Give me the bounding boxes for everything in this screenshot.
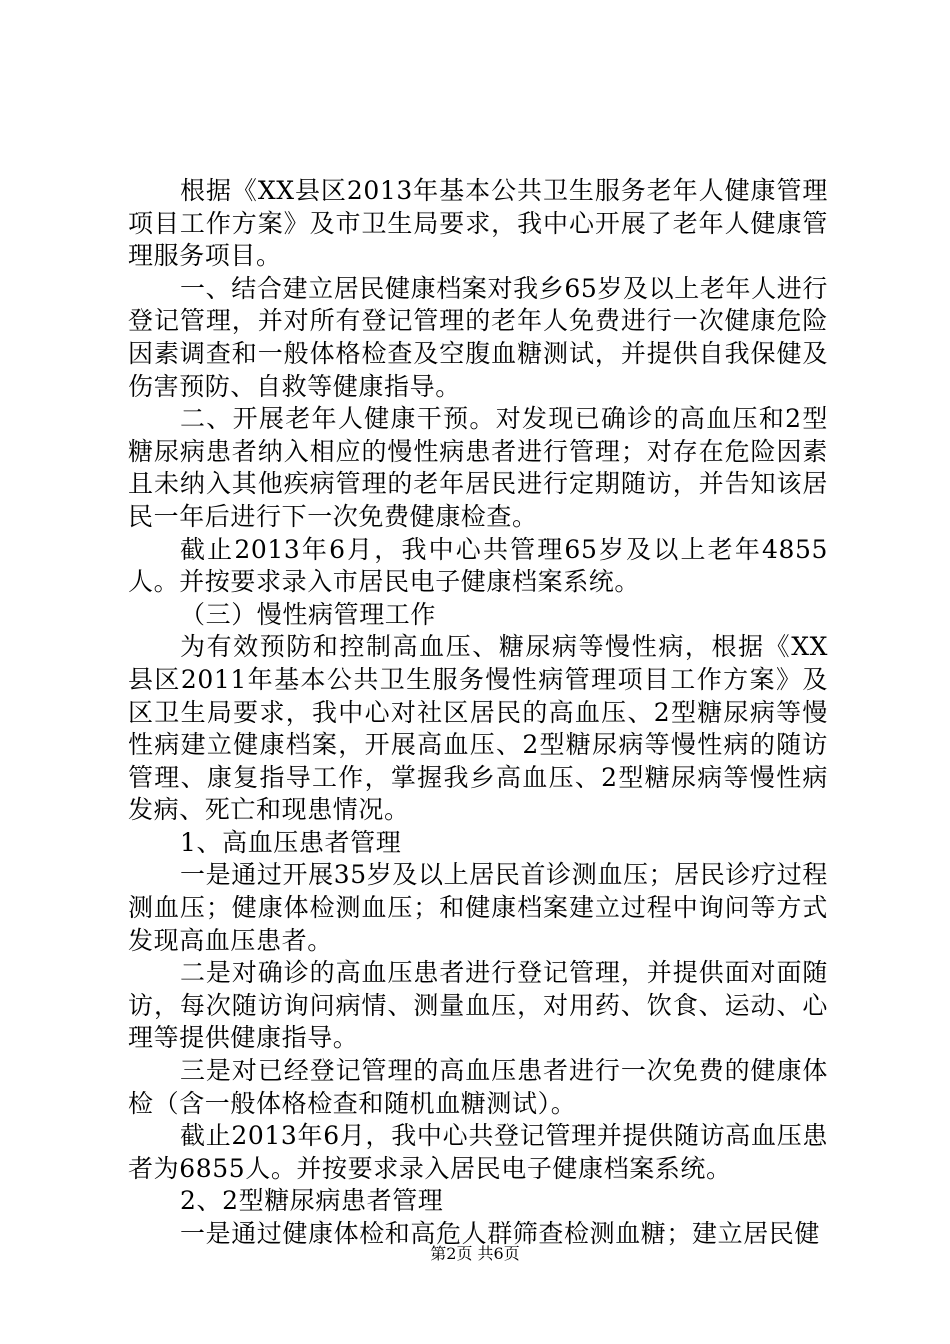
paragraph-hypertension-total: 截止2013年6月，我中心共登记管理并提供随访高血压患者为6855人。并按要求录入居民电子健康档案系统。 (128, 1121, 828, 1183)
paragraph-elderly-total: 截止2013年6月，我中心共管理65岁及以上老年4855人。并按要求录入市居民电子健康档案系统。 (128, 534, 828, 597)
paragraph-hypertension-two: 二是对确诊的高血压患者进行登记管理，并提供面对面随访，每次随访询问病情、测量血压，对用药、饮食、运动、心理等提供健康指导。 (128, 958, 828, 1053)
paragraph-item-one: 一、结合建立居民健康档案对我乡65岁及以上老年人进行登记管理，并对所有登记管理的老年人免费进行一次健康危险因素调查和一般体格检查及空腹血糖测试，并提供自我保健及伤害预防、自救等健康指导。 (128, 273, 828, 401)
paragraph-hypertension-three: 三是对已经登记管理的高血压患者进行一次免费的健康体检（含一般体格检查和随机血糖测试）。 (128, 1056, 828, 1118)
subheading-hypertension: 1、高血压患者管理 (180, 827, 402, 857)
paragraph-chronic-intro: 为有效预防和控制高血压、糖尿病等慢性病，根据《XX县区2011年基本公共卫生服务慢性病管理项目工作方案》及区卫生局要求，我中心对社区居民的高血压、2型糖尿病等慢性病建立健康档案，开展高血压、2型糖尿病等慢性病的随访管理、康复指导工作，掌握我乡高血压、2型糖尿病等慢性病发病、死亡和现患情况。 (128, 632, 828, 825)
paragraph-intro: 根据《XX县区2013年基本公共卫生服务老年人健康管理项目工作方案》及市卫生局要求，我中心开展了老年人健康管理服务项目。 (128, 176, 828, 271)
section-heading-chronic: （三）慢性病管理工作 (180, 599, 437, 629)
page-footer: 第2页 共6页 (430, 1244, 520, 1263)
paragraph-diabetes-one: 一是通过健康体检和高危人群筛查检测血糖；建立居民健 (180, 1219, 821, 1248)
document-body (128, 175, 828, 1251)
paragraph-hypertension-one: 一是通过开展35岁及以上居民首诊测血压；居民诊疗过程测血压；健康体检测血压；和健康档案建立过程中询问等方式发现高血压患者。 (128, 860, 828, 955)
subheading-diabetes: 2、2型糖尿病患者管理 (180, 1186, 444, 1216)
paragraph-item-two: 二、开展老年人健康干预。对发现已确诊的高血压和2型糖尿病患者纳入相应的慢性病患者进行管理；对存在危险因素且未纳入其他疾病管理的老年居民进行定期随访，并告知该居民一年后进行下一次免费健康检查。 (128, 404, 828, 531)
